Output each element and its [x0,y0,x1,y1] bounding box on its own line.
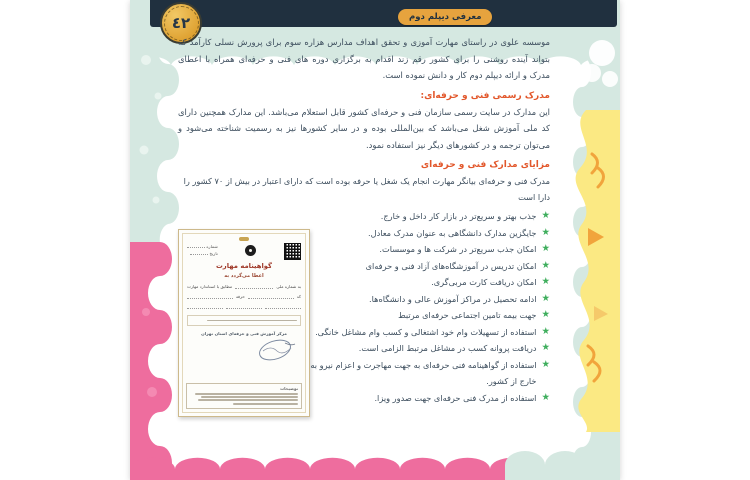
star-icon: ★ [541,276,550,287]
qr-code [284,243,301,260]
star-icon: ★ [541,210,550,221]
page-content [178,34,550,417]
certificate-meta [187,243,218,257]
section-title-badge: معرفی دیپلم دوم [398,9,492,25]
benefits-heading: مزایای مدارک فنی و حرفه‌ای [420,160,550,170]
list-item [310,274,550,291]
list-item [310,324,550,341]
standard-label: مطابق با استاندارد مهارت [187,284,233,289]
bottom-right-mint-corner-decoration [505,425,620,480]
list-item [310,225,550,242]
left-pink-column-decoration [130,242,185,480]
star-icon: ★ [541,325,550,337]
star-icon: ★ [541,292,550,304]
star-icon: ★ [541,309,550,320]
benefits-list [310,208,550,406]
certificate-column [178,229,310,417]
list-item-text: استفاده از گواهینامه فنی حرفه‌ای به جهت مهاجرت و اعزام نیرو به خارج از کشور. [310,359,537,386]
star-icon: ★ [541,226,550,238]
star-icon: ★ [541,259,550,271]
certificate-issuer: مرکز آموزش فنی و حرفه‌ای استان تهران [201,330,287,336]
list-item-text: استفاده از مدرک فنی حرفه‌ای جهت صدور ویزا. [374,392,537,403]
list-item [310,307,550,324]
intro-paragraph: موسسه علوی در راستای مهارت آموزی و تحقق اهداف مدارس هزاره سوم برای پرورش نسلی کارآمد که بتواند آینده روشنی را برای کشور رقم زند اقدام به برگزاری دوره های فنی و حرفه‌ای همراه با اعطای مدرک و ارائه دیپلم دوم کار و دانش نموده است. [178,37,550,80]
yellow-wave-strip-decoration [560,110,620,432]
list-item-text: امکان تدریس در آموزشگاه‌های آزاد فنی و حرفه‌ای [365,260,537,271]
list-item [310,208,550,225]
list-item-text: امکان دریافت کارت مربی‌گری. [431,277,537,287]
list-item-text: جذب بهتر و سریع‌تر در بازار کار داخل و خارج. [380,211,537,221]
book-page [130,0,620,480]
certificate-frame [182,233,306,413]
date-label: تاریخ [209,251,218,256]
organization-emblem [245,245,256,256]
certificate-fine-print [186,383,302,409]
serial-label: شماره [206,244,218,249]
stamp-and-signature [255,337,301,363]
official-section-heading: مدرک رسمی فنی و حرفه‌ای: [420,90,550,101]
star-icon: ★ [541,391,550,403]
list-item-text: دریافت پروانه کسب در مشاغل مرتبط الزامی است. [358,343,537,353]
certificate-ornament [239,237,249,241]
benefits-lead: مدرک فنی و حرفه‌ای بیانگر مهارت انجام یک شغل یا حرفه بوده است که دارای اعتبار در بیش از ۷۰ کشور را دارا است [183,176,550,202]
top-navy-bar [150,0,617,27]
list-item [310,340,550,357]
star-icon: ★ [541,358,550,370]
star-icon: ★ [541,243,550,254]
list-item-text: امکان جذب سریع‌تر در شرکت ها و موسسات. [379,244,537,254]
certificate-title: گواهینامه مهارت [215,262,273,270]
skill-certificate-image [178,229,310,417]
code-label: کد [296,294,301,299]
national-id-label: به شماره ملی [276,284,301,289]
list-item [310,258,550,275]
official-section-body: این مدارک در سایت رسمی سازمان فنی و حرفه‌ای کشور قابل استعلام می‌باشد. این مدارک همچنین دارای کد ملی آموزش شغل می‌باشد که بین‌المللی بوده و در سایر کشورها نیز به رسمیت شناخته می‌شود و می‌توان ترجمه و در کشورهای دیگر نیز استفاده نمود. [178,106,550,150]
list-item-text: استفاده از تسهیلات وام خود اشتغالی و کسب وام مشاغل خانگی. [315,326,537,337]
certificate-note-box [187,315,301,326]
pink-bottom-wave-decoration [130,456,535,480]
list-item-text: جهت بیمه تامین اجتماعی حرفه‌ای مرتبط [398,310,537,320]
star-icon: ★ [541,342,550,353]
list-item-text: ادامه تحصیل در مراکز آموزش عالی و دانشگاه‌ها. [369,293,537,304]
list-item [310,291,550,308]
page-number: ٤٢ [171,14,191,32]
trade-label: حرفه [235,294,245,299]
list-item-text: جایگزین مدارک دانشگاهی به عنوان مدرک معادل. [368,227,537,238]
list-item [310,357,550,390]
certificate-award-line: اعطا می‌گردد به [224,273,264,279]
notes-label: توضیحات [280,386,298,392]
list-item [310,390,550,407]
list-item [310,241,550,258]
